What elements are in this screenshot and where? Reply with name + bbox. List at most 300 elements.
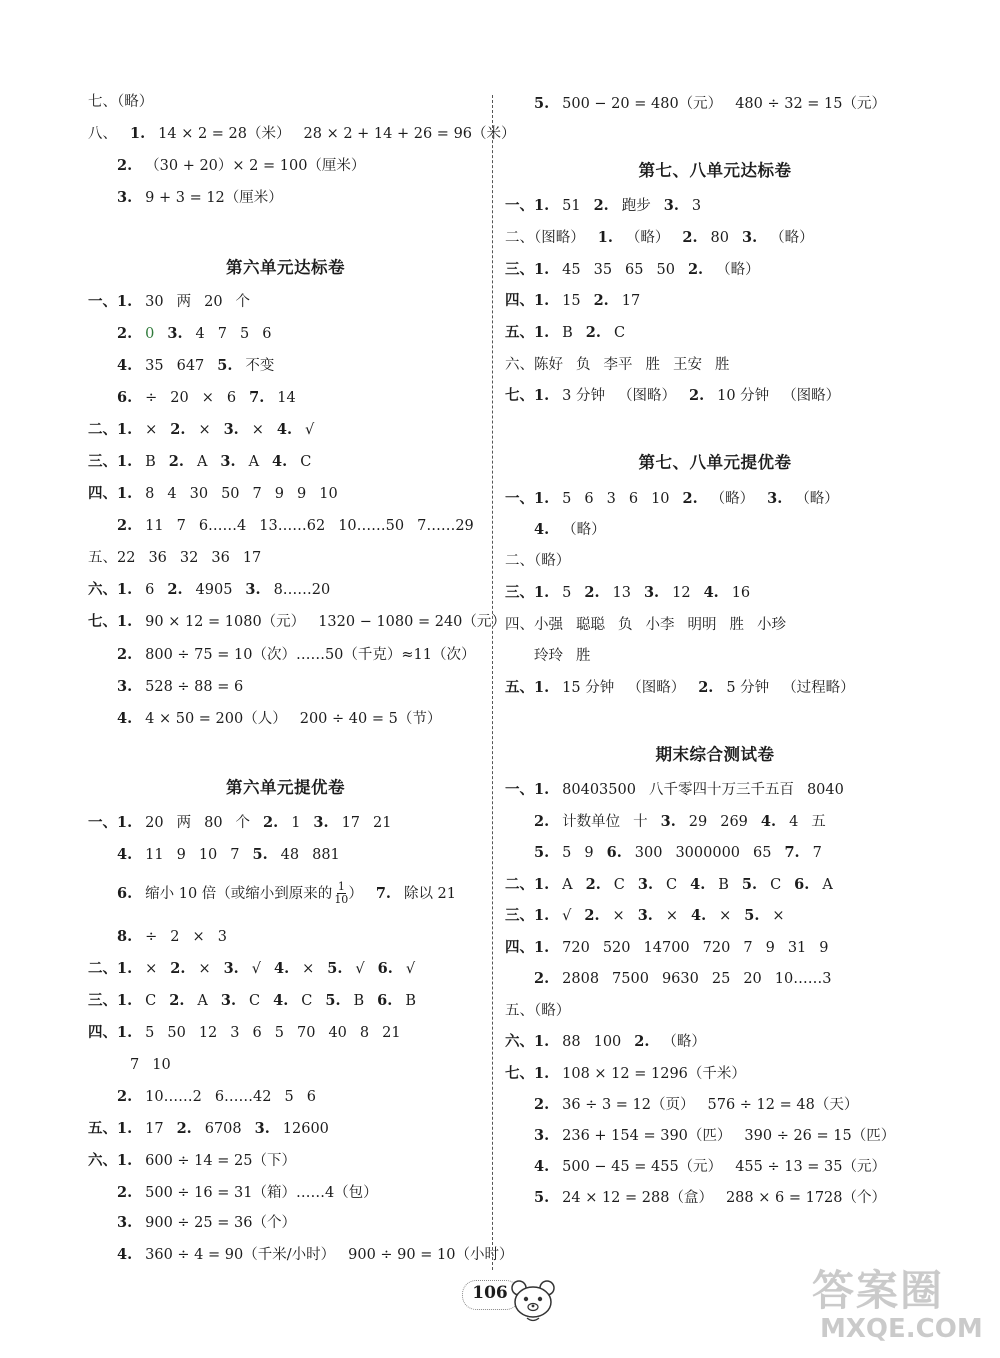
answer-token: 胜 <box>645 357 660 373</box>
answer-token: 10……2 <box>145 1089 202 1105</box>
answer-token: 1320 − 1080 = 240（元） <box>318 614 506 630</box>
answer-line <box>505 1001 570 1021</box>
question-number: 四、1. <box>505 939 550 956</box>
page-number: 106 <box>472 1283 508 1303</box>
answer-token: 明明 <box>687 617 717 633</box>
question-number: 一、1. <box>505 781 550 798</box>
answer-token: 25 <box>711 971 731 987</box>
answer-line <box>88 484 338 504</box>
question-number: 3. <box>663 197 679 214</box>
answer-token: 45 <box>562 262 581 278</box>
answer-token: × <box>201 390 214 406</box>
answer-token: 17 <box>621 293 641 309</box>
question-number: 4. <box>760 813 777 830</box>
answer-token: 2808 <box>562 971 600 987</box>
question-number: 3. <box>767 490 783 507</box>
answer-line <box>117 156 365 176</box>
fraction-numerator: 1 <box>337 880 345 893</box>
answer-line <box>505 196 701 216</box>
question-number: 2. <box>585 876 601 893</box>
question-number: 六、1. <box>88 1152 133 1169</box>
answer-line <box>505 260 760 280</box>
bear-mascot-icon <box>505 1278 563 1324</box>
answer-token: 15 分钟 <box>562 680 615 696</box>
answer-token: C <box>613 325 626 341</box>
question-number: 五、1. <box>505 324 550 341</box>
question-number: 一、1. <box>88 293 133 310</box>
answer-token: 10 <box>152 1057 171 1073</box>
answer-line <box>534 94 886 114</box>
section-title: 第七、八单元达标卷 <box>638 161 792 180</box>
question-number: 3. <box>741 229 758 246</box>
answer-token: 五 <box>811 814 826 830</box>
answer-line <box>117 516 474 536</box>
answer-token: 480 ÷ 32 = 15（元） <box>735 96 886 112</box>
answer-token: 10 分钟 <box>717 388 770 404</box>
answer-token: 9 + 3 = 12（厘米） <box>145 190 283 206</box>
answer-line <box>505 489 839 509</box>
answer-line <box>117 645 476 665</box>
answer-token: 20 <box>743 971 762 987</box>
answer-token: 40 <box>328 1025 347 1041</box>
answer-token: 50 <box>221 486 240 502</box>
answer-token: （30 + 20）× 2 = 100（厘米） <box>145 158 366 174</box>
answer-token: 胜 <box>715 357 730 373</box>
answer-token: 10 <box>319 486 338 502</box>
question-number: 七、1. <box>88 613 133 630</box>
question-number: 3. <box>637 876 654 893</box>
answer-token: 6 <box>584 491 594 507</box>
answer-token: 24 × 12 = 288（盒） <box>562 1190 713 1206</box>
question-number: 1. <box>597 229 613 246</box>
question-number: 七、1. <box>505 387 550 404</box>
question-number: 2. <box>687 261 704 278</box>
answer-line <box>117 356 274 376</box>
answer-line <box>117 1213 296 1233</box>
answer-token: 881 <box>312 847 340 863</box>
answer-token: 20 <box>204 294 223 310</box>
question-number: 4. <box>690 876 706 893</box>
fraction <box>334 881 348 906</box>
question-number: 8. <box>117 928 133 945</box>
answer-token: 五、22 <box>88 550 136 566</box>
question-number: 3. <box>254 1120 270 1137</box>
answer-token: C <box>145 993 157 1009</box>
question-number: 1. <box>130 125 146 142</box>
answer-token: 50 <box>167 1025 186 1041</box>
answer-token: 360 ÷ 4 = 90（千米/小时） <box>145 1247 336 1263</box>
answer-token: 9 <box>176 847 186 863</box>
answer-token: 10 <box>651 491 670 507</box>
answer-token: 36 <box>211 550 230 566</box>
answer-token: B <box>718 877 729 893</box>
answer-line <box>117 1087 316 1107</box>
answer-token: （略） <box>795 491 839 507</box>
section-title: 第六单元达标卷 <box>226 258 345 277</box>
question-number: 三、1. <box>505 261 550 278</box>
answer-token: 12 <box>198 1025 218 1041</box>
question-number: 2. <box>117 1088 133 1105</box>
answer-token: C <box>249 993 261 1009</box>
answer-line <box>88 813 391 833</box>
answer-token: 5 <box>284 1089 294 1105</box>
answer-token: C <box>613 877 625 893</box>
answer-token: C <box>770 877 782 893</box>
answer-token: 3 <box>217 929 227 945</box>
question-number: 2. <box>167 581 183 598</box>
answer-token: 30 <box>145 294 164 310</box>
question-number: 3. <box>245 581 261 598</box>
answer-token: 9630 <box>661 971 699 987</box>
question-number: 3. <box>534 1127 550 1144</box>
answer-token: 3 <box>230 1025 240 1041</box>
question-number: 三、1. <box>505 584 550 601</box>
answer-token: （略） <box>562 522 606 538</box>
answer-line <box>534 520 606 540</box>
answer-line <box>534 969 831 989</box>
question-number: 6. <box>377 960 393 977</box>
question-number: 5. <box>217 357 233 374</box>
answer-token: 576 ÷ 12 = 48（天） <box>707 1097 859 1113</box>
answer-token: 6 <box>262 326 272 342</box>
question-number: 2. <box>698 679 714 696</box>
question-number: 2. <box>169 992 185 1009</box>
answer-token: × <box>198 422 211 438</box>
answer-token: 9 <box>819 940 829 956</box>
question-number: 3. <box>220 453 236 470</box>
question-number: 一、1. <box>505 197 550 214</box>
answer-token: 3 <box>606 491 616 507</box>
answer-token: 11 <box>145 847 164 863</box>
question-number: 二、1. <box>88 421 133 438</box>
question-number: 六、1. <box>88 581 133 598</box>
answer-line <box>117 927 227 947</box>
answer-token: B <box>353 993 365 1009</box>
answer-token: 胜 <box>576 648 591 664</box>
answer-token: 14700 <box>643 940 690 956</box>
fraction-denominator: 10 <box>334 893 349 906</box>
question-number: 5. <box>534 95 550 112</box>
answer-token: 聪聪 <box>576 617 605 633</box>
answer-token: 720 <box>702 940 731 956</box>
answer-line <box>88 991 416 1011</box>
answer-token: （图略） <box>782 388 841 404</box>
answer-line <box>88 1119 329 1139</box>
answer-token: 7500 <box>612 971 649 987</box>
answer-token: 5 <box>145 1025 155 1041</box>
answer-token: 31 <box>787 940 807 956</box>
answer-token: 70 <box>296 1025 316 1041</box>
answer-token: 5 <box>562 585 572 601</box>
answer-token: 108 × 12 = 1296（千米） <box>562 1066 746 1082</box>
answer-token: √ <box>355 961 365 977</box>
answer-token: ÷ <box>145 929 158 945</box>
answer-token: 不变 <box>245 358 275 374</box>
answer-line <box>117 388 296 408</box>
answer-token: 4 <box>789 814 799 830</box>
answer-token: × <box>772 908 785 924</box>
answer-token: × <box>145 961 158 977</box>
answer-token: 32 <box>179 550 199 566</box>
answer-token: 6 <box>628 491 639 507</box>
question-number: 7. <box>784 844 800 861</box>
answer-token: 计数单位 <box>562 814 621 830</box>
question-number: 2. <box>682 229 698 246</box>
question-number: 2. <box>117 517 133 534</box>
answer-token: 6……42 <box>214 1089 272 1105</box>
answer-token: 80 <box>204 815 223 831</box>
answer-token: 65 <box>625 262 644 278</box>
answer-line <box>88 612 506 632</box>
answer-token: 520 <box>602 940 631 956</box>
question-number: 3. <box>313 814 329 831</box>
question-number: 7. <box>249 389 265 406</box>
answer-token: 900 ÷ 90 = 10（小时） <box>348 1247 514 1263</box>
question-number: 3. <box>220 992 237 1009</box>
question-number: 2. <box>634 1033 650 1050</box>
question-number: 2. <box>176 1120 192 1137</box>
answer-token: × <box>251 422 264 438</box>
question-number: 2. <box>534 970 550 987</box>
answer-token: 7 <box>743 940 753 956</box>
answer-token: 900 ÷ 25 = 36（个） <box>145 1215 296 1231</box>
question-number: 2. <box>170 421 186 438</box>
question-number: 4. <box>703 584 719 601</box>
answer-token: 288 × 6 = 1728（个） <box>725 1190 886 1206</box>
answer-token: B <box>405 993 416 1009</box>
question-number: 2. <box>117 646 133 663</box>
answer-line <box>505 291 640 311</box>
answer-token: 15 <box>562 293 581 309</box>
question-number: 4. <box>272 453 288 470</box>
answer-token: 28 × 2 + 14 + 26 = 96（米） <box>303 126 516 142</box>
answer-line <box>505 228 814 248</box>
answer-token: 5 <box>562 491 572 507</box>
question-number: 三、1. <box>88 992 133 1009</box>
answer-line <box>88 92 153 112</box>
answer-line <box>117 709 441 729</box>
answer-line <box>534 1126 895 1146</box>
answer-token: 10……3 <box>774 971 832 987</box>
question-number: 4. <box>534 1158 550 1175</box>
question-number: 3. <box>223 960 239 977</box>
answer-token: 48 <box>280 847 300 863</box>
answer-token: 14 × 2 = 28（米） <box>158 126 291 142</box>
answer-token: × <box>612 908 625 924</box>
answer-token: 17 <box>242 550 262 566</box>
answer-token: 8……20 <box>273 582 331 598</box>
answer-line <box>130 1055 171 1075</box>
answer-token: 8040 <box>806 782 844 798</box>
answer-token: 200 ÷ 40 = 5（节） <box>299 711 442 727</box>
question-number: 2. <box>584 584 600 601</box>
watermark-logo-text: 答案圈 <box>812 1266 945 1315</box>
answer-line <box>117 1245 513 1265</box>
answer-token: 455 ÷ 13 = 35（元） <box>735 1159 886 1175</box>
answer-token: 4 × 50 = 200（人） <box>145 711 287 727</box>
answer-token: 21 <box>373 815 392 831</box>
answer-token: 36 <box>148 550 167 566</box>
answer-token: 29 <box>688 814 708 830</box>
question-number: 5. <box>252 846 268 863</box>
answer-token: 36 ÷ 3 = 12（页） <box>562 1097 695 1113</box>
answer-token: 13 <box>612 585 631 601</box>
answer-token: A <box>562 877 573 893</box>
answer-token: ） <box>348 885 363 902</box>
question-number: 四、1. <box>88 485 133 502</box>
answer-line <box>534 843 822 863</box>
answer-token: B <box>145 454 156 470</box>
answer-token: 3 <box>691 198 702 214</box>
answer-token: 除以 21 <box>403 885 457 902</box>
answer-token: 21 <box>382 1025 401 1041</box>
question-number: 3. <box>223 421 239 438</box>
answer-token: 缩小 10 倍（或缩小到原来的 <box>145 885 333 902</box>
answer-line <box>88 292 250 312</box>
answer-token: 1 <box>291 815 301 831</box>
answer-line <box>117 881 456 906</box>
answer-token: 负 <box>618 617 633 633</box>
question-number: 七、1. <box>505 1065 550 1082</box>
answer-token: 5 <box>562 845 572 861</box>
question-number: 2. <box>117 325 133 342</box>
answer-token: 王安 <box>673 357 702 373</box>
question-number: 3. <box>637 907 653 924</box>
answer-token: 5 <box>274 1025 284 1041</box>
answer-token: 100 <box>593 1034 622 1050</box>
answer-token: 269 <box>720 814 748 830</box>
answer-token: 35 <box>145 358 164 374</box>
answer-token: 9 <box>584 845 594 861</box>
answer-token: 12600 <box>282 1121 329 1137</box>
answer-token: 5 <box>239 326 250 342</box>
question-number: 2. <box>117 1184 133 1201</box>
question-number: 5. <box>534 1189 550 1206</box>
question-number: 五、1. <box>505 679 550 696</box>
answer-token: （略） <box>662 1034 706 1050</box>
question-number: 2. <box>682 490 698 507</box>
answer-token: 300 <box>634 845 663 861</box>
answer-token: 小珍 <box>757 617 786 633</box>
answer-line <box>534 1188 886 1208</box>
answer-token: 9 <box>274 486 284 502</box>
watermark-url: MXQE.COM <box>820 1314 983 1344</box>
question-number: 2. <box>593 292 609 309</box>
answer-token: 13……62 <box>259 518 326 534</box>
answer-line <box>88 420 314 440</box>
question-number: 三、1. <box>505 907 550 924</box>
question-number: 4. <box>273 960 290 977</box>
answer-token: 9 <box>765 940 775 956</box>
section-title: 期末综合测试卷 <box>655 745 775 764</box>
question-number: 5. <box>325 992 341 1009</box>
question-number: 5. <box>327 960 343 977</box>
answer-token: 500 ÷ 16 = 31（箱）……4（包） <box>145 1185 378 1201</box>
question-number: 二、1. <box>88 960 133 977</box>
answer-token: × <box>719 908 732 924</box>
answer-token: 647 <box>176 358 205 374</box>
answer-token: 20 <box>170 390 189 406</box>
question-number: 4. <box>534 521 550 538</box>
answer-token: ÷ <box>145 390 158 406</box>
answer-line <box>117 845 340 865</box>
question-number: 二、1. <box>505 876 550 893</box>
question-number: 2. <box>534 1096 550 1113</box>
answer-token: 88 <box>562 1034 581 1050</box>
answer-line <box>117 324 271 344</box>
answer-token: 十 <box>633 814 648 830</box>
question-number: 4. <box>117 710 133 727</box>
answer-token: 720 <box>562 940 590 956</box>
answer-token: （略） <box>770 230 814 246</box>
answer-token: 6 <box>252 1025 262 1041</box>
answer-token: 80403500 <box>562 782 636 798</box>
answer-token: 6……4 <box>198 518 247 534</box>
question-number: 3. <box>660 813 676 830</box>
answer-token: 90 × 12 = 1080（元） <box>145 614 306 630</box>
answer-token: 跑步 <box>621 198 651 214</box>
answer-token: 4 <box>195 326 205 342</box>
question-number: 五、1. <box>88 1120 133 1137</box>
answer-token: （略） <box>625 230 670 246</box>
question-number: 2. <box>688 387 705 404</box>
question-number: 2. <box>117 157 133 174</box>
answer-token: 3000000 <box>675 845 741 861</box>
answer-token: 500 − 20 = 480（元） <box>562 96 723 112</box>
answer-token: 8 <box>359 1025 370 1041</box>
answer-line <box>534 1095 858 1115</box>
answer-line <box>505 386 840 406</box>
answer-token: 50 <box>656 262 675 278</box>
answer-token: （略） <box>710 491 755 507</box>
answer-token: 个 <box>235 815 251 831</box>
answer-token: 二、（图略） <box>505 230 585 246</box>
answer-token: 六、陈好 <box>505 357 563 373</box>
question-number: 6. <box>117 389 133 406</box>
answer-token: 7 <box>130 1057 140 1073</box>
answer-token: 7……29 <box>417 518 474 534</box>
question-number: 6. <box>794 876 810 893</box>
question-number: 2. <box>170 960 186 977</box>
answer-line <box>117 677 243 697</box>
question-number: 5. <box>741 876 758 893</box>
answer-token: √ <box>251 961 261 977</box>
question-number: 2. <box>584 907 600 924</box>
answer-line <box>534 812 826 832</box>
answer-token: 八千零四十万三千五百 <box>648 782 794 798</box>
answer-token: 两 <box>176 294 192 310</box>
watermark <box>812 1268 997 1353</box>
question-number: 2. <box>585 324 601 341</box>
answer-token: × <box>145 422 158 438</box>
answer-token: √ <box>562 908 572 924</box>
answer-token: 10 <box>198 847 218 863</box>
question-number: 一、1. <box>505 490 550 507</box>
question-number: 6. <box>117 884 133 902</box>
answer-line <box>88 959 415 979</box>
answer-token: 4 <box>167 486 177 502</box>
answer-token: 玲玲 <box>534 648 563 664</box>
answer-token: 65 <box>753 845 772 861</box>
answer-token: 528 ÷ 88 = 6 <box>145 679 244 695</box>
column-divider <box>492 95 493 1270</box>
answer-token: A <box>196 454 208 470</box>
answer-token: 500 − 45 = 455（元） <box>562 1159 723 1175</box>
answer-line <box>505 551 570 571</box>
answer-token: A <box>822 877 833 893</box>
question-number: 4. <box>117 1246 133 1263</box>
section-title: 第七、八单元提优卷 <box>638 453 792 472</box>
